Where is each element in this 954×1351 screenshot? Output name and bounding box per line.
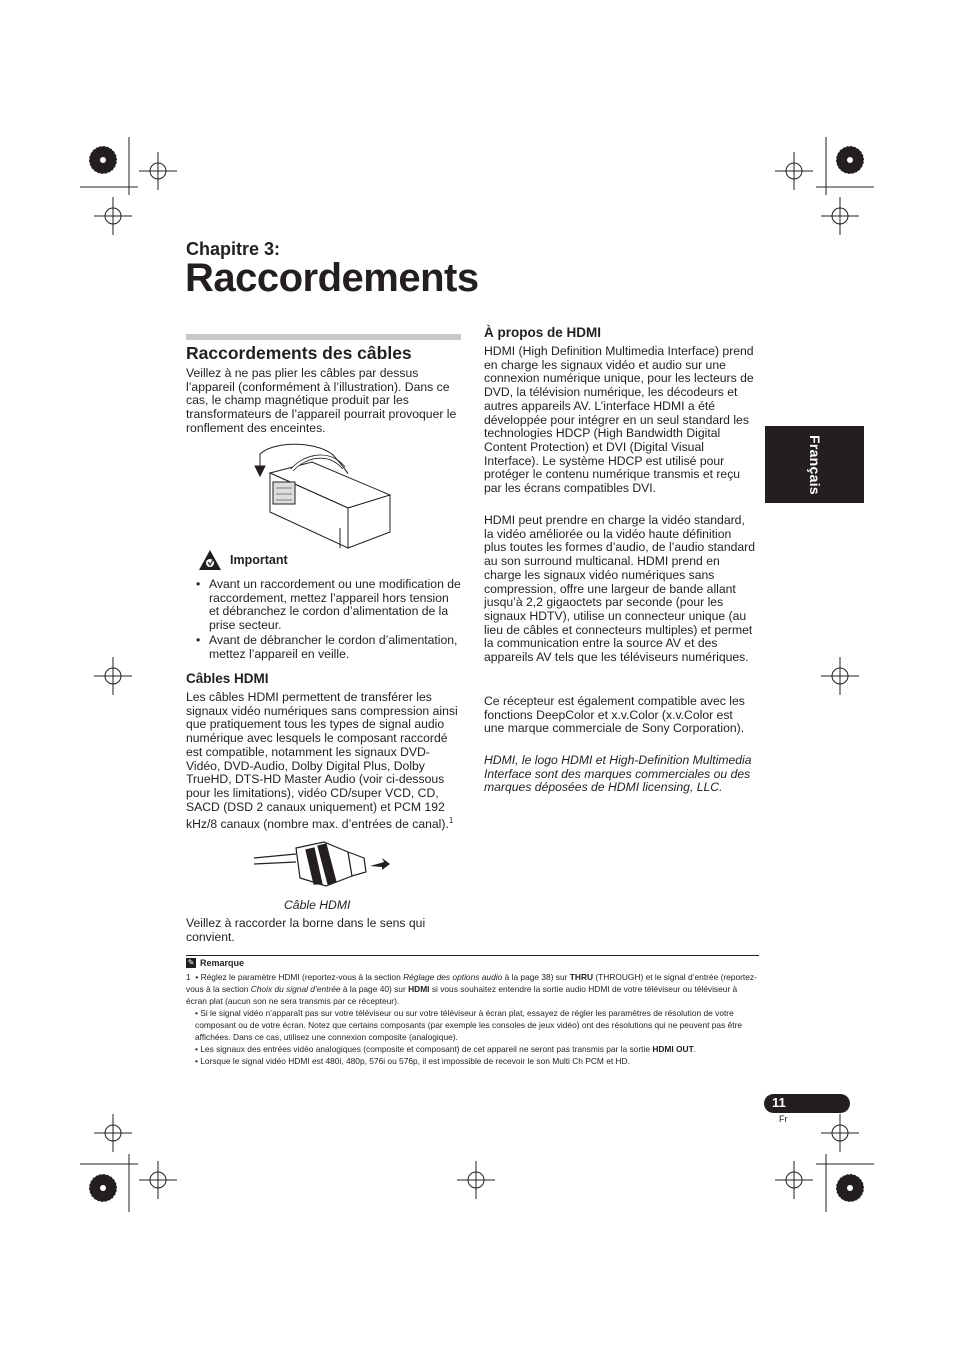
about-hdmi-p2: HDMI peut prendre en charge la vidéo standard, la vidéo améliorée ou la vidéo haute définition plus toutes les formes d’audio, de l’audio standard au son surround multicanal. HDMI prend en charge les signaux vidéo numériques sans compression, offre une largeur de bande allant jusqu’à 2,2 gigaoctets par seconde (pour les signaux HDTV), utilise un connecteur unique (au lieu de câbles et connecteurs multiples) et permet la communication entre la source AV et des appareils AV tels que les téléviseurs numériques.: [484, 513, 755, 665]
note-item: 1 • Réglez le paramètre HDMI (reportez-vous à la section Réglage des options audio à la page 38) sur THRU (THROUGH) et le signal d’entrée (reportez-vous à la section Choix du signal d’entrée à la page 40) sur HDMI si vous souhaitez entendre la sortie audio HDMI de votre téléviseur ou téléviseur à écran plat (aucun son ne sera transmis par ce récepteur).: [186, 972, 757, 1006]
language-tab: [765, 426, 864, 503]
section-rule: [186, 334, 461, 340]
list-item: • Avant de débrancher le cordon d’alimentation, mettez l’appareil en veille.: [186, 634, 462, 661]
chapter-label: Chapitre 3:: [186, 239, 281, 259]
hdmi-cable-illustration: [252, 838, 394, 894]
list-item: • Avant un raccordement ou une modification de raccordement, mettez l’appareil hors tension et débranchez le cordon d’alimentation de la prise secteur.: [186, 578, 462, 633]
section-title-hdmi-cables: Câbles HDMI: [186, 671, 269, 686]
footnote-ref: 1: [448, 816, 454, 826]
hdmi-cables-after: Veillez à raccorder la borne dans le sens qui convient.: [186, 916, 426, 944]
cables-intro: Veillez à ne pas plier les câbles par dessus l’appareil (conformément à l’illustration). Dans ce cas, le champ magnétique produit par les transformateurs de l’appareil pourrait provoquer le ronflement des enceintes.: [186, 366, 457, 435]
section-title-cables: Raccordements des câbles: [186, 343, 412, 363]
page-number-badge: [764, 1094, 850, 1113]
note-item: • Lorsque le signal vidéo HDMI est 480i, 480p, 576i ou 576p, il est impossible de recevoir le son Multi Ch PCM et HD.: [195, 1056, 630, 1066]
remarque-heading: [186, 958, 244, 968]
important-list: [186, 578, 462, 663]
note-item: • Si le signal vidéo n’apparaît pas sur votre téléviseur ou sur votre téléviseur à écran plat, essayez de régler les paramètres de résolution de votre composant ou de votre écran. Notez que certains composants (par exemple les consoles de jeux vidéo) ont des résolutions qui ne peuvent pas être affichées. Dans ce cas, utilisez une connexion composite (analogique).: [195, 1008, 743, 1042]
important-label: Important: [230, 553, 288, 567]
warning-icon: [198, 549, 222, 571]
hdmi-cables-body: [186, 691, 462, 832]
about-hdmi-trademark: HDMI, le logo HDMI et High-Definition Multimedia Interface sont des marques commerciales ou des marques déposées de HDMI licensing, LLC.: [484, 753, 752, 795]
about-hdmi-p3: Ce récepteur est également compatible avec les fonctions DeepColor et x.v.Color (x.v.Color est une marque commerciale de Sony Corporation).: [484, 694, 745, 736]
remarque-title: Remarque: [200, 958, 245, 968]
hdmi-cables-text: Les câbles HDMI permettent de transférer les signaux vidéo numériques sans compression ainsi que pratiquement tous les types de signal audio numérique avec lesquels le composant raccordé est compatible, notamment les signaux DVD-Vidéo, DVD-Audio, Dolby Digital Plus, Dolby TrueHD, DTS-HD Master Audio (voir ci-dessous pour les limitations), vidéo CD/super VCD, CD, SACD (DSD 2 canaux uniquement) et PCM 192 kHz/8 canaux (nombre max. d’entrées de canal).: [186, 690, 458, 832]
remarque-body: [186, 971, 758, 1067]
hdmi-cable-caption: Câble HDMI: [284, 898, 351, 912]
receiver-illustration: [252, 440, 397, 550]
chapter-title: Raccordements: [185, 256, 479, 300]
page-number: 11: [772, 1095, 786, 1110]
about-hdmi-p1: HDMI (High Definition Multimedia Interface) prend en charge les signaux vidéo et audio sur une connexion numérique unique, pour les lecteurs de DVD, la télévision numérique, les décodeurs et autres appareils AV. L’interface HDMI a été développée pour intégrer en un seul standard les technologies HDCP (High Bandwidth Digital Content Protection) et DVI (Digital Visual Interface). Le système HDCP est utilisé pour protéger le contenu numérique transmis et reçu par les écrans compatibles DVI.: [484, 344, 754, 496]
note-icon: ✎: [187, 958, 195, 967]
footnote-rule: [186, 955, 759, 956]
page-language: Fr: [779, 1114, 788, 1124]
note-item: • Les signaux des entrées vidéo analogiques (composite et composant) de cet appareil ne seront pas transmis par la sortie HDMI OUT.: [195, 1044, 697, 1054]
important-heading: [198, 549, 288, 571]
language-tab-label: Français: [806, 434, 823, 495]
section-title-about-hdmi: À propos de HDMI: [484, 325, 601, 340]
